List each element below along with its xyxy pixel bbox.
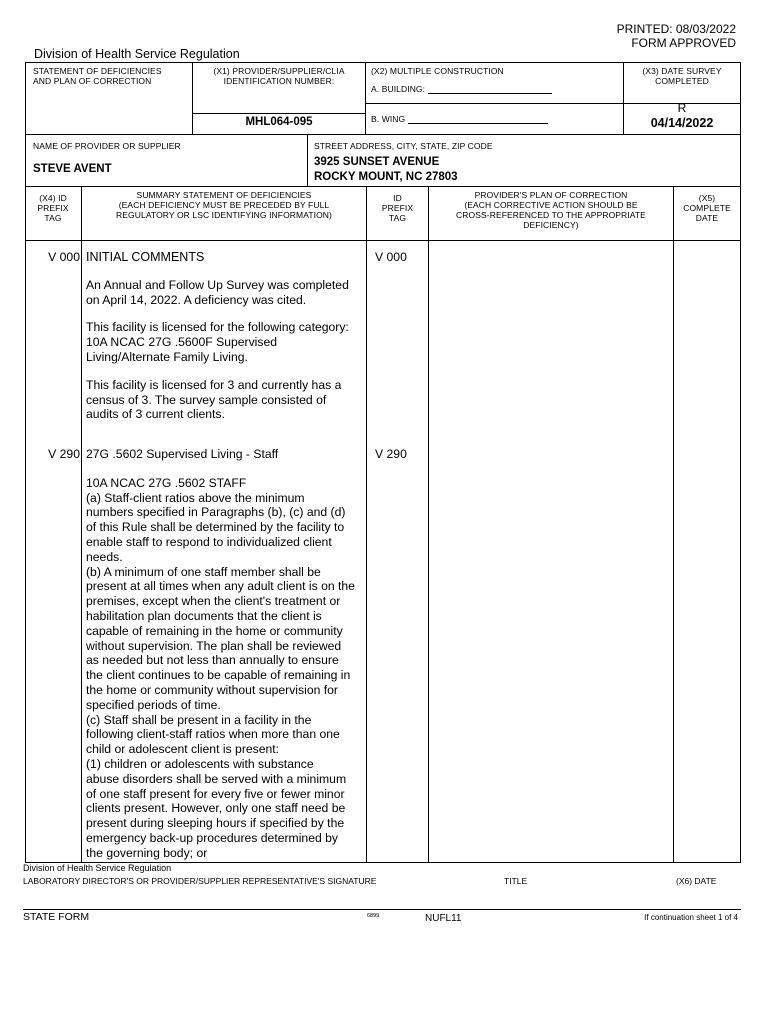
entry-tag: V 000 — [48, 250, 80, 264]
form-approved: FORM APPROVED — [631, 36, 736, 50]
state-form: STATE FORM — [23, 911, 90, 923]
form-number: 6899 — [367, 913, 380, 919]
col-summary-header: SUMMARY STATEMENT OF DEFICIENCIES (EACH DEFICIENCY MUST BE PRECEDED BY FULL REGULATORY OR LSC IDENTIFYING INFORMATION) — [116, 190, 332, 220]
survey-date: 04/14/2022 — [650, 116, 714, 130]
x1-label: (X1) PROVIDER/SUPPLIER/CLIA IDENTIFICATION NUMBER: — [213, 66, 345, 86]
provider-label: NAME OF PROVIDER OR SUPPLIER — [33, 141, 181, 151]
entry-title: INITIAL COMMENTS — [86, 250, 205, 264]
address-line1: 3925 SUNSET AVENUE — [314, 156, 440, 168]
provider-name: STEVE AVENT — [33, 163, 112, 175]
col-x5-header: (X5) COMPLETE DATE — [683, 193, 731, 223]
entry-paragraph: An Annual and Follow Up Survey was completed on April 14, 2022. A deficiency was cited. — [86, 277, 349, 307]
entry-paragraph: This facility is licensed for 3 and currently has a census of 3. The survey sample consisted of audits of 3 current clients. — [86, 377, 342, 422]
entry-paragraph: 10A NCAC 27G .5602 STAFF (a) Staff-client ratios above the minimum numbers specified in Paragraphs (b), (c) and (d) of this Rule shall be determined by the facility to enable staff to respond to individualized client needs. (b) A minimum of one staff member shall be present at all times when any adult client is on the premises, except when the client's treatment or habilitation plan documents that the client is capable of remaining in the home or community without supervision. The plan shall be reviewed as needed but not less than annually to ensure the client continues to be capable of remaining in the home or community without supervision for specified periods of time. (c) Staff shall be present in a facility in the following client-staff ratios when more than one child or adolescent client is present: (1) children or adolescents with substance abuse disorders shall be served with a minimum of one staff present for every five or fewer minor clients present. However, only one staff need be present during sleeping hours if specified by the emergency back-up procedures determined by the governing body; or — [86, 475, 355, 860]
x3-r: R — [677, 101, 687, 115]
x2-wing-label: B. WING — [371, 114, 406, 124]
entry-title: 27G .5602 Supervised Living - Staff — [86, 447, 279, 461]
continuation-note: If continuation sheet 1 of 4 — [644, 913, 738, 922]
x2-wing — [371, 114, 548, 124]
x2-label: (X2) MULTIPLE CONSTRUCTION — [371, 66, 504, 76]
entry-id-tag: V 290 — [375, 447, 407, 461]
footer-rule — [23, 909, 741, 910]
printed-block — [617, 22, 736, 50]
entry-tag: V 290 — [48, 447, 80, 461]
provider-id: MHL064-095 — [245, 116, 313, 128]
statement-label: STATEMENT OF DEFICIENCIES AND PLAN OF CORRECTION — [33, 66, 162, 86]
wing-blank — [408, 115, 548, 124]
division-title: Division of Health Service Regulation — [34, 47, 240, 61]
printed-date: PRINTED: 08/03/2022 — [616, 22, 736, 36]
col-plan-header: PROVIDER'S PLAN OF CORRECTION (EACH CORRECTIVE ACTION SHOULD BE CROSS-REFERENCED TO THE APPROPRIATE DEFICIENCY) — [456, 190, 646, 230]
signature-label: LABORATORY DIRECTOR'S OR PROVIDER/SUPPLIER REPRESENTATIVE'S SIGNATURE — [23, 876, 377, 886]
event-id: NUFL11 — [425, 913, 462, 924]
address — [314, 155, 458, 185]
title-label: TITLE — [504, 876, 528, 886]
address-line2: ROCKY MOUNT, NC 27803 — [314, 171, 458, 183]
entry-id-tag: V 000 — [375, 250, 407, 264]
x2-building — [371, 84, 552, 94]
x2-building-label: A. BUILDING: — [371, 84, 426, 94]
entry-body — [86, 250, 366, 435]
address-label: STREET ADDRESS, CITY, STATE, ZIP CODE — [314, 141, 493, 151]
footer-division: Division of Health Service Regulation — [23, 863, 172, 873]
x3-label: (X3) DATE SURVEY COMPLETED — [642, 66, 722, 86]
entry-paragraph: This facility is licensed for the following category: 10A NCAC 27G .5600F Supervised Living/Alternate Family Living. — [86, 320, 349, 364]
col-id-header: ID PREFIX TAG — [381, 193, 414, 223]
entry-body — [86, 447, 371, 861]
x6-date-label: (X6) DATE — [676, 876, 717, 886]
col-x4-header: (X4) ID PREFIX TAG — [37, 193, 69, 223]
building-blank — [428, 85, 552, 94]
